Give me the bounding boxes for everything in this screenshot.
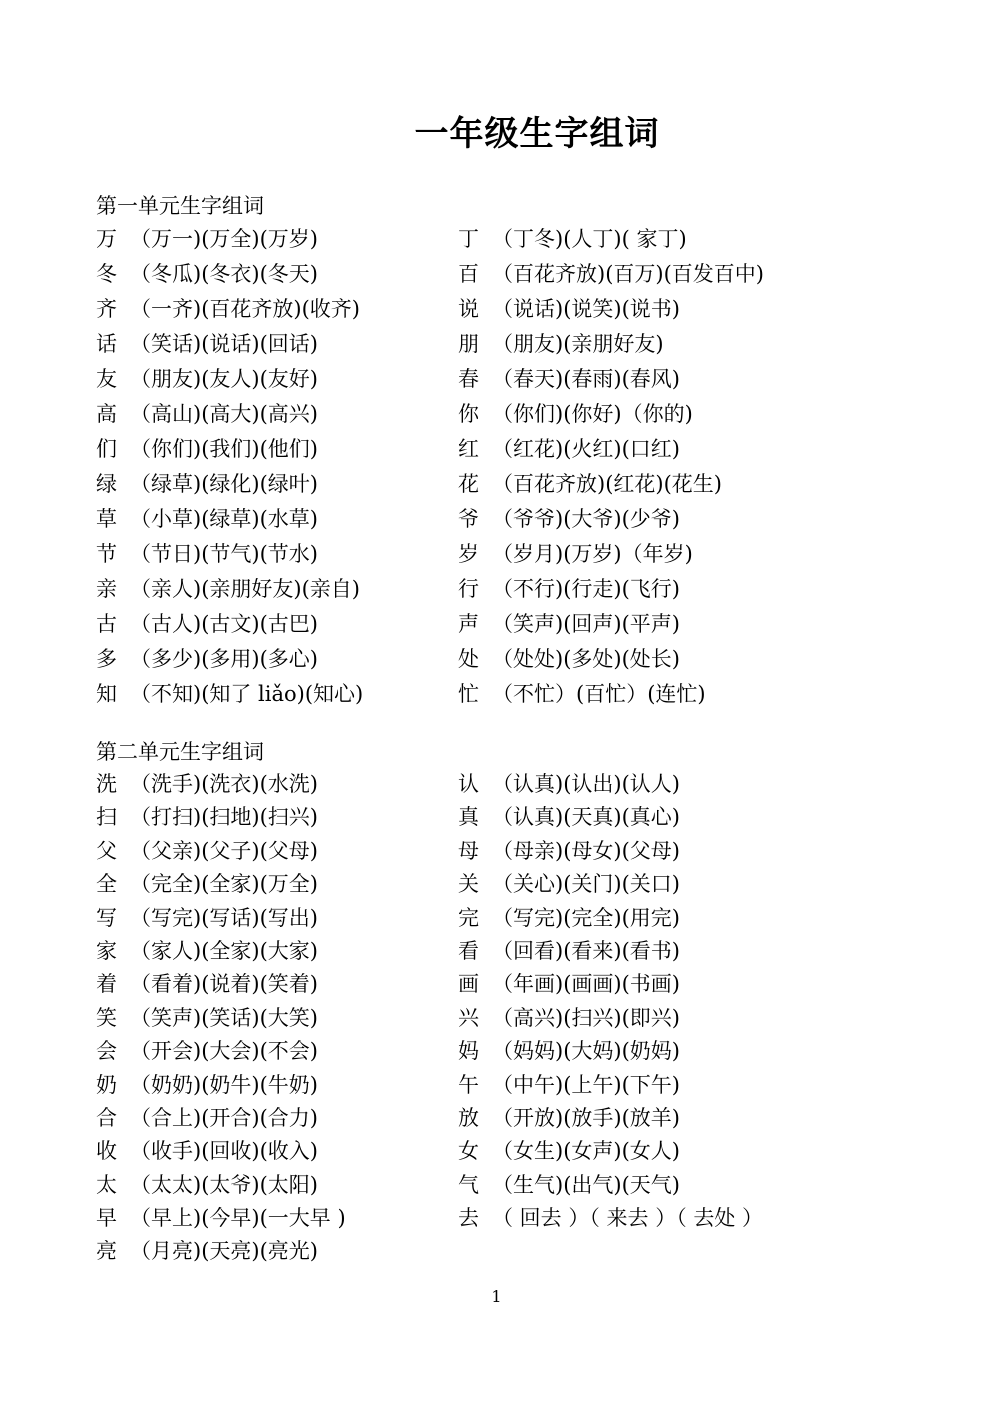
entry-words: （节日)(节气)(节水) (130, 542, 318, 566)
word-entry (458, 502, 878, 537)
entry-character: 母 (458, 838, 479, 863)
word-entry (458, 902, 878, 935)
entry-words: （丁冬)(人丁)( 家丁) (492, 227, 687, 251)
entry-words: （认真)(认出)(认人) (492, 772, 680, 796)
word-entry (96, 835, 458, 868)
entry-words: （家人)(全家)(大家) (130, 938, 318, 963)
word-entry (96, 868, 458, 901)
entry-character: 亲 (96, 577, 117, 601)
entry-words: （写完)(完全)(用完) (492, 905, 680, 930)
entry-character: 完 (458, 905, 479, 930)
section-heading: 第二单元生字组词 (96, 740, 264, 764)
word-entry (458, 835, 878, 868)
entry-words: （年画)(画画)(书画) (492, 972, 680, 997)
entry-words: （写完)(写话)(写出) (130, 905, 318, 930)
entry-character: 早 (96, 1206, 117, 1231)
entry-character: 高 (96, 402, 117, 426)
entry-words: （不知)(知了 liǎo)(知心) (130, 682, 364, 706)
word-entry (458, 292, 878, 327)
entry-words: （春天)(春雨)(春风) (492, 367, 680, 391)
word-entry (96, 467, 458, 502)
entry-words: （生气)(出气)(天气) (492, 1172, 680, 1197)
entry-character: 兴 (458, 1005, 479, 1030)
entry-words: （ 回去 ）（ 来去 ）（ 去处 ） (492, 1206, 764, 1231)
entry-character: 节 (96, 542, 117, 566)
section-unit-2 (96, 736, 916, 1269)
entry-character: 春 (458, 367, 479, 391)
entry-words: （岁月)(万岁)（年岁) (492, 542, 693, 566)
entry-character: 行 (458, 577, 479, 601)
word-entry (96, 222, 458, 257)
entry-character: 会 (96, 1039, 117, 1064)
word-entry (458, 768, 878, 801)
entry-character: 收 (96, 1139, 117, 1164)
entry-words: （开放)(放手)(放羊) (492, 1105, 680, 1130)
entry-words: （小草)(绿草)(水草) (130, 507, 318, 531)
entry-words: （打扫)(扫地)(扫兴) (130, 805, 318, 830)
entry-words: （不行)(行走)(飞行) (492, 577, 680, 601)
entry-words: （认真)(天真)(真心) (492, 805, 680, 830)
entry-character: 亮 (96, 1239, 117, 1264)
word-entry (458, 801, 878, 834)
entry-character: 午 (458, 1072, 479, 1097)
word-entry (96, 327, 458, 362)
word-entry (96, 1035, 458, 1068)
entry-character: 太 (96, 1172, 117, 1197)
word-entry (96, 677, 458, 712)
word-entry (96, 801, 458, 834)
entry-character: 红 (458, 437, 479, 461)
section-unit-1 (96, 190, 916, 712)
entry-words: （回看)(看来)(看书) (492, 938, 680, 963)
entry-character: 全 (96, 872, 117, 897)
entry-character: 话 (96, 332, 117, 356)
entry-character: 草 (96, 507, 117, 531)
word-entry (458, 397, 878, 432)
word-entry (96, 902, 458, 935)
word-entry (96, 1102, 458, 1135)
word-entry (96, 572, 458, 607)
entry-words: （高山)(高大)(高兴) (130, 402, 318, 426)
entry-words: （开会)(大会)(不会) (130, 1039, 318, 1064)
word-entry (458, 1035, 878, 1068)
word-entry (458, 1002, 878, 1035)
entry-words: （中午)(上午)(下午) (492, 1072, 680, 1097)
entry-character: 关 (458, 872, 479, 897)
word-entry (458, 327, 878, 362)
entry-words: （奶奶)(奶牛)(牛奶) (130, 1072, 318, 1097)
entry-words: （父亲)(父子)(父母) (130, 838, 318, 863)
word-grid (96, 222, 916, 712)
entry-character: 放 (458, 1105, 479, 1130)
word-entry (96, 1135, 458, 1168)
entry-character: 多 (96, 647, 117, 671)
entry-words: （太太)(太爷)(太阳) (130, 1172, 318, 1197)
entry-character: 们 (96, 437, 117, 461)
entry-words: （妈妈)(大妈)(奶妈) (492, 1039, 680, 1064)
word-entry (96, 257, 458, 292)
word-entry (458, 935, 878, 968)
entry-words: （合上)(开合)(合力) (130, 1105, 318, 1130)
entry-words: （你们)(你好)（你的) (492, 402, 693, 426)
entry-words: （多少)(多用)(多心) (130, 647, 318, 671)
entry-words: （冬瓜)(冬衣)(冬天) (130, 262, 318, 286)
word-entry (458, 432, 878, 467)
entry-words: （红花)(火红)(口红) (492, 437, 680, 461)
entry-words: （说话)(说笑)(说书) (492, 297, 680, 321)
word-entry (458, 1169, 878, 1202)
entry-character: 气 (458, 1172, 479, 1197)
entry-character: 扫 (96, 805, 117, 830)
word-entry (96, 935, 458, 968)
entry-words: （笑声)(笑话)(大笑) (130, 1005, 318, 1030)
entry-words: （古人)(古文)(古巴) (130, 612, 318, 636)
word-entry (96, 502, 458, 537)
entry-words: （爷爷)(大爷)(少爷) (492, 507, 680, 531)
word-entry (458, 1069, 878, 1102)
word-entry (458, 1135, 878, 1168)
word-entry (458, 677, 878, 712)
entry-character: 绿 (96, 472, 117, 496)
entry-character: 友 (96, 367, 117, 391)
entry-character: 齐 (96, 297, 117, 321)
word-grid (96, 768, 916, 1269)
word-entry (96, 768, 458, 801)
word-entry (458, 1102, 878, 1135)
entry-words: （百花齐放)(红花)(花生) (492, 472, 722, 496)
entry-character: 奶 (96, 1072, 117, 1097)
entry-character: 万 (96, 227, 117, 251)
entry-character: 笑 (96, 1005, 117, 1030)
word-entry (458, 362, 878, 397)
entry-words: （笑声)(回声)(平声) (492, 612, 680, 636)
entry-character: 家 (96, 938, 117, 963)
word-entry (96, 432, 458, 467)
entry-character: 丁 (458, 227, 479, 251)
word-entry (96, 362, 458, 397)
word-entry (96, 292, 458, 327)
word-entry (458, 607, 878, 642)
word-entry (96, 1202, 458, 1235)
entry-character: 岁 (458, 542, 479, 566)
entry-character: 声 (458, 612, 479, 636)
entry-character: 妈 (458, 1039, 479, 1064)
entry-character: 去 (458, 1206, 479, 1231)
word-entry (458, 868, 878, 901)
word-entry (96, 1002, 458, 1035)
word-entry (458, 642, 878, 677)
entry-character: 花 (458, 472, 479, 496)
entry-words: （处处)(多处)(处长) (492, 647, 680, 671)
entry-words: （不忙）(百忙）(连忙) (492, 682, 706, 706)
entry-words: （女生)(女声)(女人) (492, 1139, 680, 1164)
entry-character: 古 (96, 612, 117, 636)
word-entry (96, 537, 458, 572)
entry-words: （完全)(全家)(万全) (130, 872, 318, 897)
entry-character: 处 (458, 647, 479, 671)
entry-character: 看 (458, 938, 479, 963)
entry-words: （百花齐放)(百万)(百发百中) (492, 262, 764, 286)
entry-character: 爷 (458, 507, 479, 531)
word-entry (458, 1202, 878, 1235)
word-entry (458, 572, 878, 607)
word-entry (96, 607, 458, 642)
entry-words: （洗手)(洗衣)(水洗) (130, 772, 318, 796)
word-entry (458, 968, 878, 1001)
word-entry (96, 397, 458, 432)
entry-character: 着 (96, 972, 117, 997)
entry-character: 合 (96, 1105, 117, 1130)
entry-words: （绿草)(绿化)(绿叶) (130, 472, 318, 496)
entry-character: 知 (96, 682, 117, 706)
entry-character: 认 (458, 772, 479, 796)
entry-words: （朋友)(亲朋好友) (492, 332, 664, 356)
document-title: 一年级生字组词 (414, 114, 660, 154)
entry-character: 真 (458, 805, 479, 830)
entry-words: （收手)(回收)(收入) (130, 1139, 318, 1164)
word-entry (96, 968, 458, 1001)
entry-words: （笑话)(说话)(回话) (130, 332, 318, 356)
word-entry (96, 1169, 458, 1202)
entry-character: 画 (458, 972, 479, 997)
entry-words: （你们)(我们)(他们) (130, 437, 318, 461)
entry-words: （朋友)(友人)(友好) (130, 367, 318, 391)
word-entry (96, 642, 458, 677)
entry-words: （一齐)(百花齐放)(收齐) (130, 297, 360, 321)
word-entry (96, 1235, 458, 1268)
entry-words: （看着)(说着)(笑着) (130, 972, 318, 997)
page-number: 1 (491, 1287, 502, 1306)
entry-words: （高兴)(扫兴)(即兴) (492, 1005, 680, 1030)
entry-character: 女 (458, 1139, 479, 1164)
entry-words: （早上)(今早)(一大早 ) (130, 1206, 346, 1231)
section-heading: 第一单元生字组词 (96, 194, 264, 218)
entry-words: （亲人)(亲朋好友)(亲自) (130, 577, 360, 601)
entry-words: （关心)(关门)(关口) (492, 872, 680, 897)
word-entry (458, 537, 878, 572)
entry-character: 父 (96, 838, 117, 863)
word-entry (458, 222, 878, 257)
entry-words: （月亮)(天亮)(亮光) (130, 1239, 318, 1264)
entry-words: （母亲)(母女)(父母) (492, 838, 680, 863)
entry-words: （万一)(万全)(万岁) (130, 227, 318, 251)
entry-character: 百 (458, 262, 479, 286)
word-entry (458, 1235, 878, 1268)
word-entry (458, 467, 878, 502)
word-entry (458, 257, 878, 292)
entry-character: 写 (96, 905, 117, 930)
entry-character: 朋 (458, 332, 479, 356)
entry-character: 洗 (96, 772, 117, 796)
word-entry (96, 1069, 458, 1102)
entry-character: 忙 (458, 682, 479, 706)
entry-character: 你 (458, 402, 479, 426)
entry-character: 冬 (96, 262, 117, 286)
entry-character: 说 (458, 297, 479, 321)
